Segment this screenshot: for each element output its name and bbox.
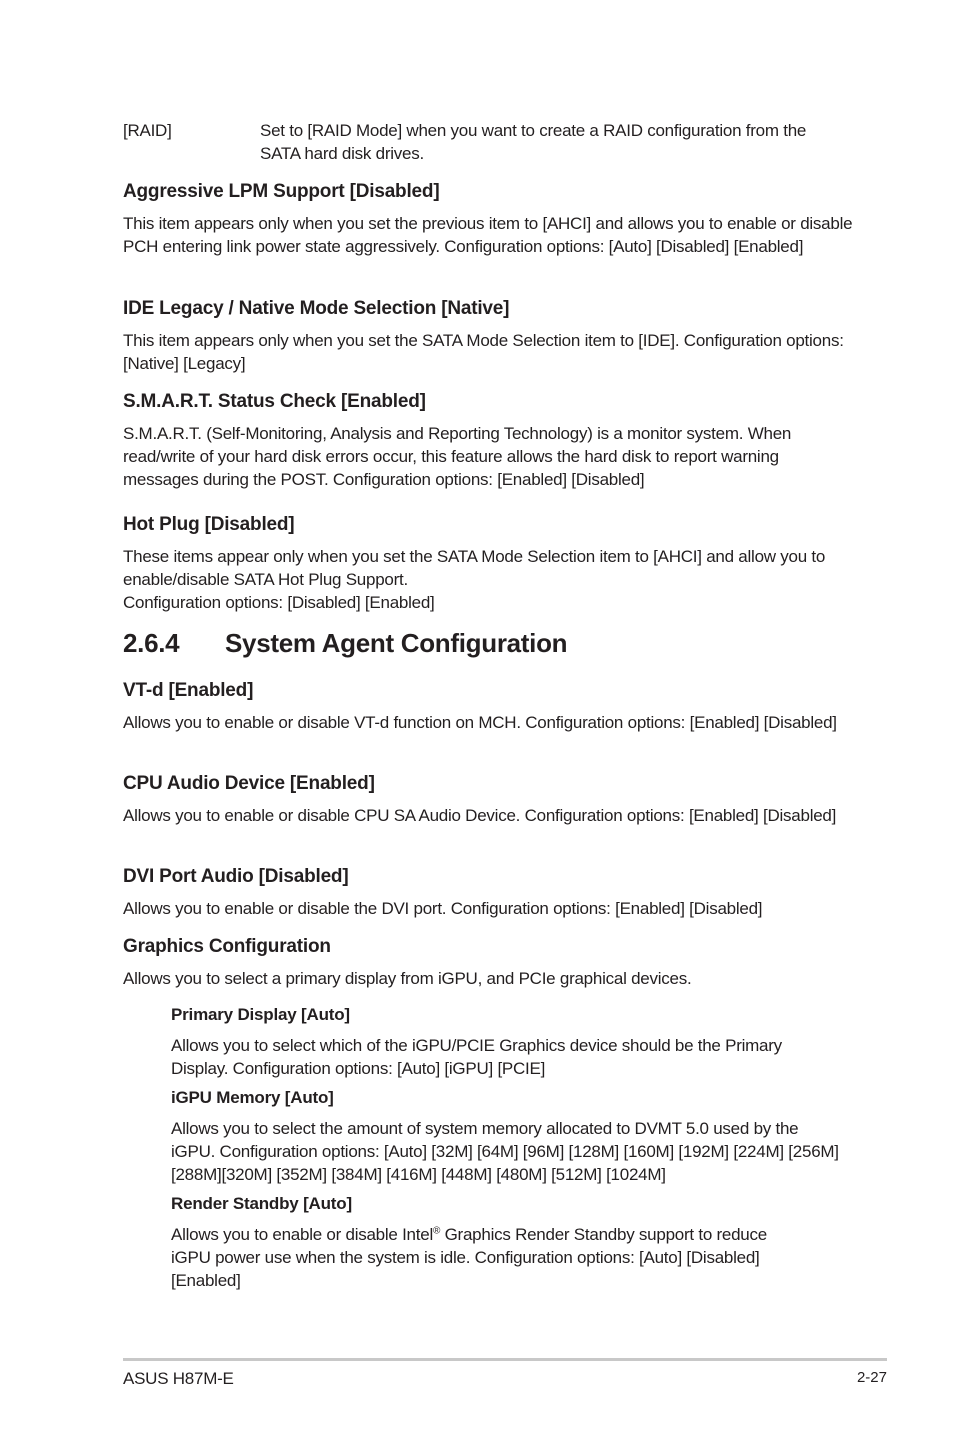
graphics-config-description: Allows you to select a primary display from iGPU, and PCIe graphical devices. [123,969,692,988]
cpu-audio-heading: CPU Audio Device [Enabled] [123,773,375,794]
hot-plug-heading: Hot Plug [Disabled] [123,514,295,535]
footer-product-name: ASUS H87M-E [123,1369,234,1388]
dvi-audio-description: Allows you to enable or disable the DVI port. Configuration options: [Enabled] [Disabled] [123,899,763,918]
raid-term: [RAID] [123,121,172,140]
vtd-heading: VT-d [Enabled] [123,680,254,701]
ide-legacy-description: This item appears only when you set the SATA Mode Selection item to [IDE]. Configuration options: [Native] [Legacy] [123,331,844,373]
dvi-audio-heading: DVI Port Audio [Disabled] [123,866,349,887]
smart-status-description: S.M.A.R.T. (Self-Monitoring, Analysis and Reporting Technology) is a monitor system. When read/write of your hard disk errors occur, this feature allows the hard disk to report warning messages during the POST. Configuration options: [Enabled] [Disabled] [123,424,792,489]
hot-plug-description-line1: These items appear only when you set the SATA Mode Selection item to [AHCI] and allow you to enable/disable SATA Hot Plug Support. [123,547,826,589]
section-number: 2.6.4 [123,628,180,658]
hot-plug-description-line2: Configuration options: [Disabled] [Enabled] [123,593,435,612]
cpu-audio-description: Allows you to enable or disable CPU SA Audio Device. Configuration options: [Enabled] [Disabled] [123,806,837,825]
igpu-memory-description: Allows you to select the amount of system memory allocated to DVMT 5.0 used by the iGPU. Configuration options: [Auto] [32M] [64M] [96M] [128M] [160M] [192M] [224M] [256M] [288M][320M] [352M] [384M] [416M] [448M] [480M] [512M] [1024M] [171,1119,839,1184]
vtd-description: Allows you to enable or disable VT-d function on MCH. Configuration options: [Enabled] [Disabled] [123,713,837,732]
section-title: System Agent Configuration [225,628,568,658]
raid-description: Set to [RAID Mode] when you want to create a RAID configuration from the SATA hard disk drives. [260,121,807,163]
footer-page-number: 2-27 [856,1369,887,1386]
render-standby-text-end: Graphics Render Standby support to reduce iGPU power use when the system is idle. Configuration options: [Auto] [Disabled] [Enabled] [171,1225,767,1290]
footer-divider [123,1358,887,1361]
primary-display-heading: Primary Display [Auto] [171,1005,350,1024]
graphics-config-heading: Graphics Configuration [123,936,331,957]
render-standby-text-start: Allows you to enable or disable Intel [171,1225,433,1244]
render-standby-heading: Render Standby [Auto] [171,1194,352,1213]
registered-mark: ® [432,1225,441,1237]
aggressive-lpm-description: This item appears only when you set the previous item to [AHCI] and allows you to enable or disable PCH entering link power state aggressively. Configuration options: [Auto] [Disabled] [Enabled] [123,214,853,256]
smart-status-heading: S.M.A.R.T. Status Check [Enabled] [123,391,426,412]
aggressive-lpm-heading: Aggressive LPM Support [Disabled] [123,181,440,202]
render-standby-description [171,1223,811,1292]
ide-legacy-heading: IDE Legacy / Native Mode Selection [Native] [123,298,510,319]
igpu-memory-heading: iGPU Memory [Auto] [171,1088,334,1107]
hot-plug-description [123,545,853,614]
primary-display-description: Allows you to select which of the iGPU/PCIE Graphics device should be the Primary Display. Configuration options: [Auto] [iGPU] [PCIE] [171,1036,782,1078]
